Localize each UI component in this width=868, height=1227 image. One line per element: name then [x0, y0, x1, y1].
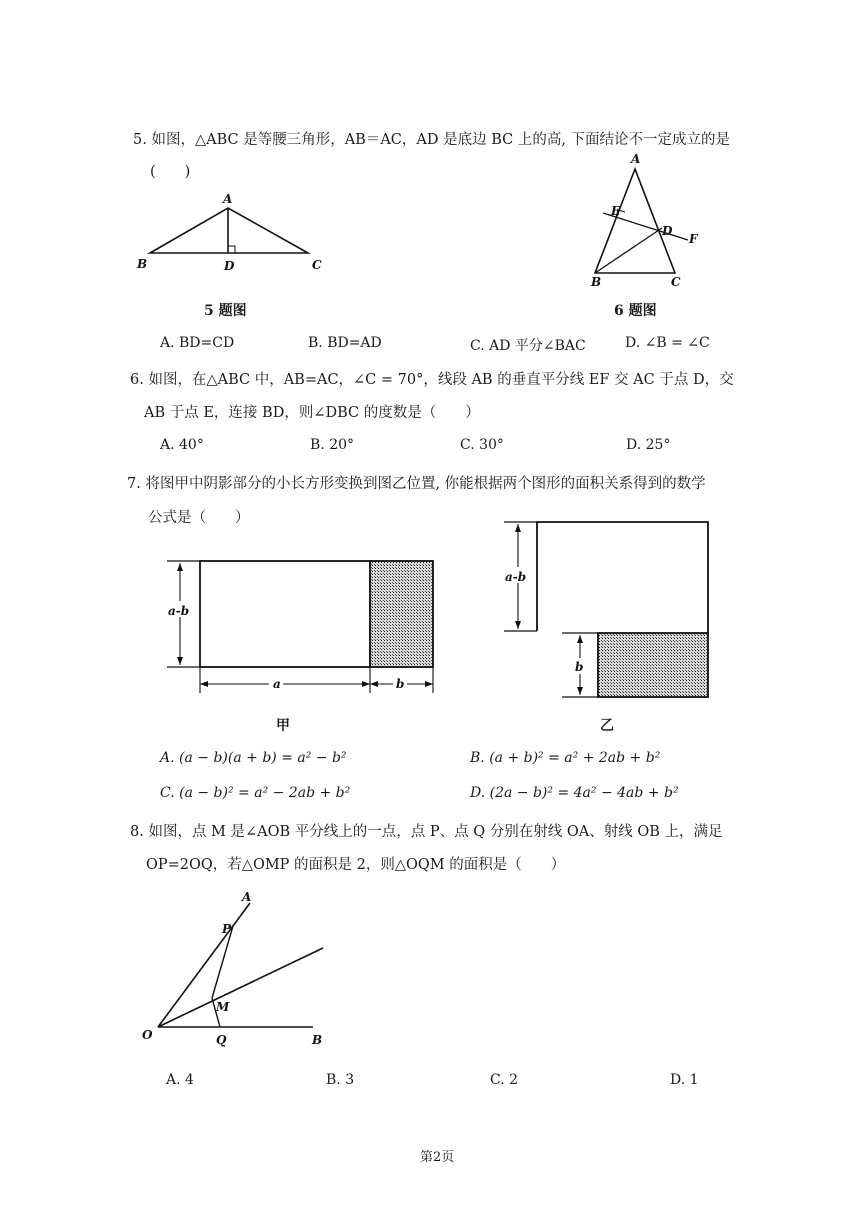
fig8-label-a: A: [242, 890, 252, 904]
fig5-label-b: B: [137, 257, 148, 271]
yi-label-a-minus-b: a-b: [505, 570, 527, 584]
fig8-label-p: P: [222, 922, 232, 936]
fig8-label-q: Q: [216, 1033, 227, 1047]
q5-blank: ( ): [150, 164, 191, 180]
q5-figure: [130, 190, 340, 280]
fig6-label-c: C: [671, 275, 681, 289]
fig8-label-o: O: [142, 1028, 153, 1042]
q7-line1: 7. 将图甲中阴影部分的小长方形变换到图乙位置, 你能根据两个图形的面积关系得到的数学: [127, 476, 706, 492]
q7-figure-yi: [500, 515, 720, 705]
q6-line1: 6. 如图，在△ABC 中，AB=AC，∠C = 70°，线段 AB 的垂直平分线 EF 交 AC 于点 D，交: [130, 372, 734, 388]
q6-caption: 6 题图: [614, 303, 657, 319]
q7-line2: 公式是（ ）: [148, 510, 250, 526]
fig6-label-b: B: [591, 275, 602, 289]
q8-figure: [138, 885, 338, 1055]
jia-label-a: a: [273, 677, 281, 691]
fig6-label-f: F: [689, 232, 698, 246]
jia-label-b: b: [396, 677, 405, 691]
q5-option-d: D. ∠B = ∠C: [625, 335, 710, 351]
q8-option-c: C. 2: [490, 1072, 519, 1088]
q7-option-d: D. (2a − b)² = 4a² − 4ab + b²: [470, 785, 679, 801]
q8-option-d: D. 1: [670, 1072, 699, 1088]
q5-caption: 5 题图: [204, 303, 247, 319]
q6-option-b: B. 20°: [310, 437, 355, 453]
fig6-label-e: E: [611, 204, 621, 218]
q5-stem: 5. 如图，△ABC 是等腰三角形，AB＝AC，AD 是底边 BC 上的高, 下面结论不一定成立的是: [133, 132, 731, 148]
page-number: 第2页: [420, 1150, 455, 1165]
fig6-label-a: A: [631, 152, 641, 166]
q7-caption-yi: 乙: [600, 718, 614, 734]
q6-option-d: D. 25°: [626, 437, 671, 453]
q6-option-c: C. 30°: [460, 437, 504, 453]
fig8-label-m: M: [216, 1000, 230, 1014]
fig5-label-d: D: [224, 259, 235, 273]
q6-line2: AB 于点 E，连接 BD，则∠DBC 的度数是（ ）: [144, 405, 480, 421]
fig5-label-c: C: [312, 258, 322, 272]
q5-option-c: C. AD 平分∠BAC: [470, 338, 586, 354]
q8-option-b: B. 3: [326, 1072, 355, 1088]
q7-option-b: B. (a + b)² = a² + 2ab + b²: [470, 750, 661, 766]
jia-label-a-minus-b: a-b: [168, 604, 190, 618]
q8-option-a: A. 4: [166, 1072, 194, 1088]
q7-figure-jia: [165, 553, 445, 698]
q6-option-a: A. 40°: [160, 437, 204, 453]
q6-figure: [585, 152, 705, 295]
fig5-label-a: A: [223, 192, 233, 206]
q5-option-a: A. BD=CD: [160, 335, 235, 351]
q5-option-b: B. BD=AD: [308, 335, 382, 351]
fig6-label-d: D: [662, 224, 673, 238]
q8-line1: 8. 如图，点 M 是∠AOB 平分线上的一点，点 P、点 Q 分别在射线 OA、射线 OB 上，满足: [130, 824, 723, 840]
q8-line2: OP=2OQ，若△OMP 的面积是 2，则△OQM 的面积是（ ）: [146, 857, 566, 873]
q7-option-c: C. (a − b)² = a² − 2ab + b²: [160, 785, 351, 801]
yi-label-b: b: [575, 660, 584, 674]
q7-caption-jia: 甲: [276, 718, 290, 734]
q7-option-a: A. (a − b)(a + b) = a² − b²: [160, 750, 347, 766]
fig8-label-b: B: [312, 1033, 323, 1047]
